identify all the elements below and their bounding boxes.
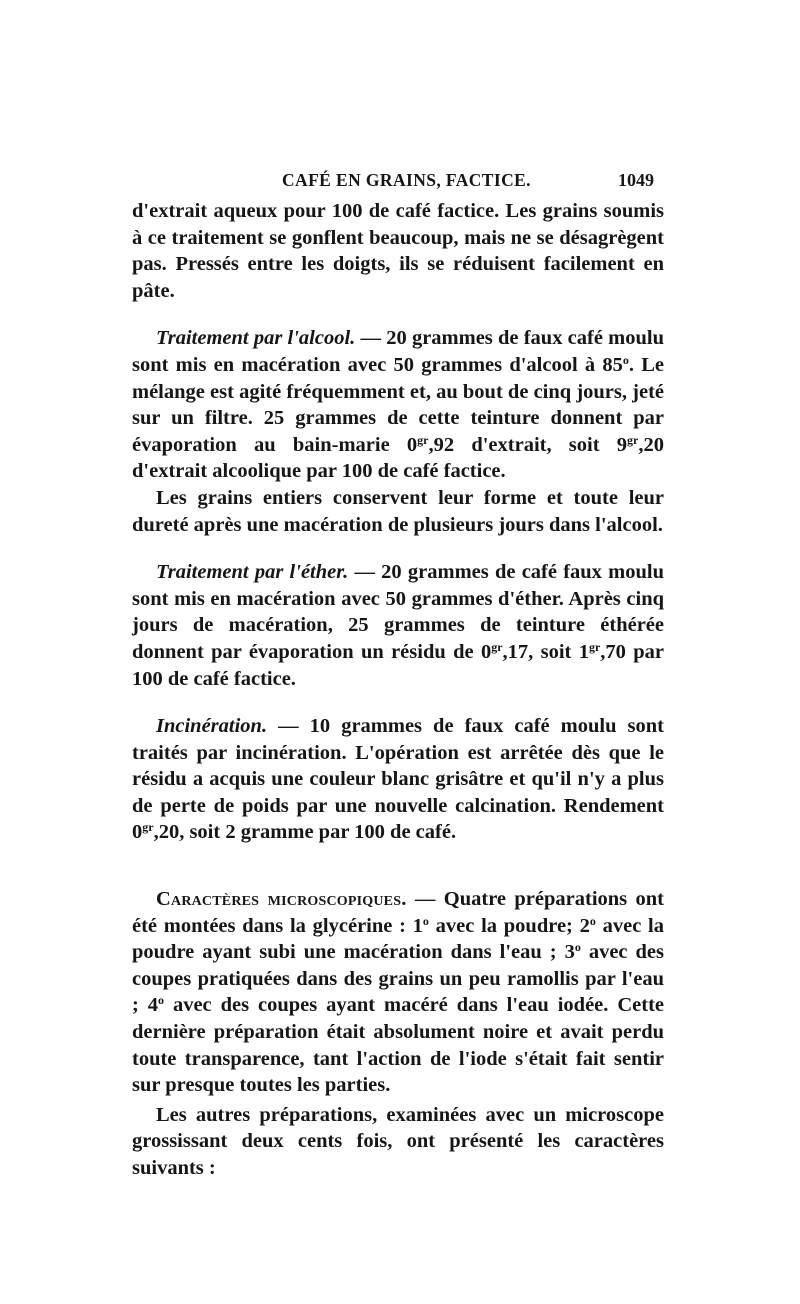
paragraph-ether-treatment xyxy=(132,559,664,692)
ordinal-sign: o xyxy=(589,913,596,928)
ordinal-sign: o xyxy=(158,993,165,1008)
ordinal-sign: o xyxy=(574,940,581,955)
gram-unit: gr xyxy=(588,639,601,654)
section-heading-microscopic: Caractères microscopiques. xyxy=(156,888,407,911)
paragraph-microscopic xyxy=(132,886,664,1099)
degree-sign: o xyxy=(622,352,629,367)
gram-unit: gr xyxy=(417,432,429,447)
alcohol-text-d: ,20 d'extrait alcoolique par 100 de café factice. xyxy=(132,433,664,483)
ether-text-c: ,70 par 100 de café factice. xyxy=(132,640,665,690)
running-title: CAFÉ EN GRAINS, FACTICE. xyxy=(282,170,531,190)
micro-text-e: avec des coupes ayant macéré dans l'eau iodée. Cette dernière préparation était absolument noire et avait perdu toute transparence, tant l'action de l'iode s'était fait sentir sur presque toutes les parties. xyxy=(132,994,664,1097)
micro-text-b: avec la poudre; 2 xyxy=(428,914,590,937)
ordinal-sign: o xyxy=(422,913,429,928)
alcohol-text-a: — 20 grammes de faux café moulu sont mis en macération avec 50 grammes d'alcool à 85 xyxy=(132,327,664,376)
page-body xyxy=(132,198,664,1182)
incineration-text-b: ,20, soit 2 gramme par 100 de café. xyxy=(153,821,457,844)
paragraph-incineration xyxy=(132,713,664,846)
paragraph-continuation: d'extrait aqueux pour 100 de café factice. Les grains soumis à ce traitement se gonflent beaucoup, mais ne se désagrègent pas. Pressés entre les doigts, ils se réduisent facilement en pâte. xyxy=(132,200,664,302)
micro-text-d: avec des coupes pratiquées dans des grains un peu ramollis par l'eau ; 4 xyxy=(132,941,664,1017)
micro-text-a: — Quatre préparations ont été montées dans la glycérine : 1 xyxy=(132,888,665,937)
incineration-text-a: — 10 grammes de faux café moulu sont traités par incinération. L'opération est arrêtée dès que le résidu a acquis une couleur blanc grisâtre et qu'il n'y a plus de perte de poids par une nouvelle calcination. Rendement 0 xyxy=(132,715,664,844)
alcohol-text-b: . Le mélange est agité fréquemment et, au bout de cinq jours, jeté sur un filtre. 25 grammes de cette teinture donnent par évaporation au bain-marie 0 xyxy=(132,353,664,456)
alcohol-text-c: ,92 d'extrait, soit 9 xyxy=(428,433,628,456)
gram-unit: gr xyxy=(627,432,639,447)
gram-unit: gr xyxy=(491,639,503,654)
paragraph-alcohol-grains: Les grains entiers conservent leur forme et toute leur dureté après une macération de plusieurs jours dans l'alcool. xyxy=(132,486,664,536)
micro-text-c: avec la poudre ayant subi une macération dans l'eau ; 3 xyxy=(132,914,664,964)
ether-text-b: ,17, soit 1 xyxy=(502,640,589,663)
ether-text-a: — 20 grammes de café faux moulu sont mis en macération avec 50 grammes d'éther. Après cinq jours de macération, 25 grammes de teinture éthérée donnent par évaporation un résidu de 0 xyxy=(132,561,664,663)
gram-unit: gr xyxy=(142,820,154,835)
paragraph-alcohol-treatment xyxy=(132,325,664,485)
page-number: 1049 xyxy=(618,170,654,190)
paragraph-microscopic-results: Les autres préparations, examinées avec un microscope grossissant deux cents fois, ont présenté les caractères suivants : xyxy=(132,1103,664,1179)
page-header xyxy=(132,170,672,196)
section-heading-alcohol: Traitement par l'alcool. xyxy=(156,327,356,350)
section-heading-incineration: Incinération. xyxy=(156,715,268,738)
section-heading-ether: Traitement par l'éther. xyxy=(156,561,349,584)
